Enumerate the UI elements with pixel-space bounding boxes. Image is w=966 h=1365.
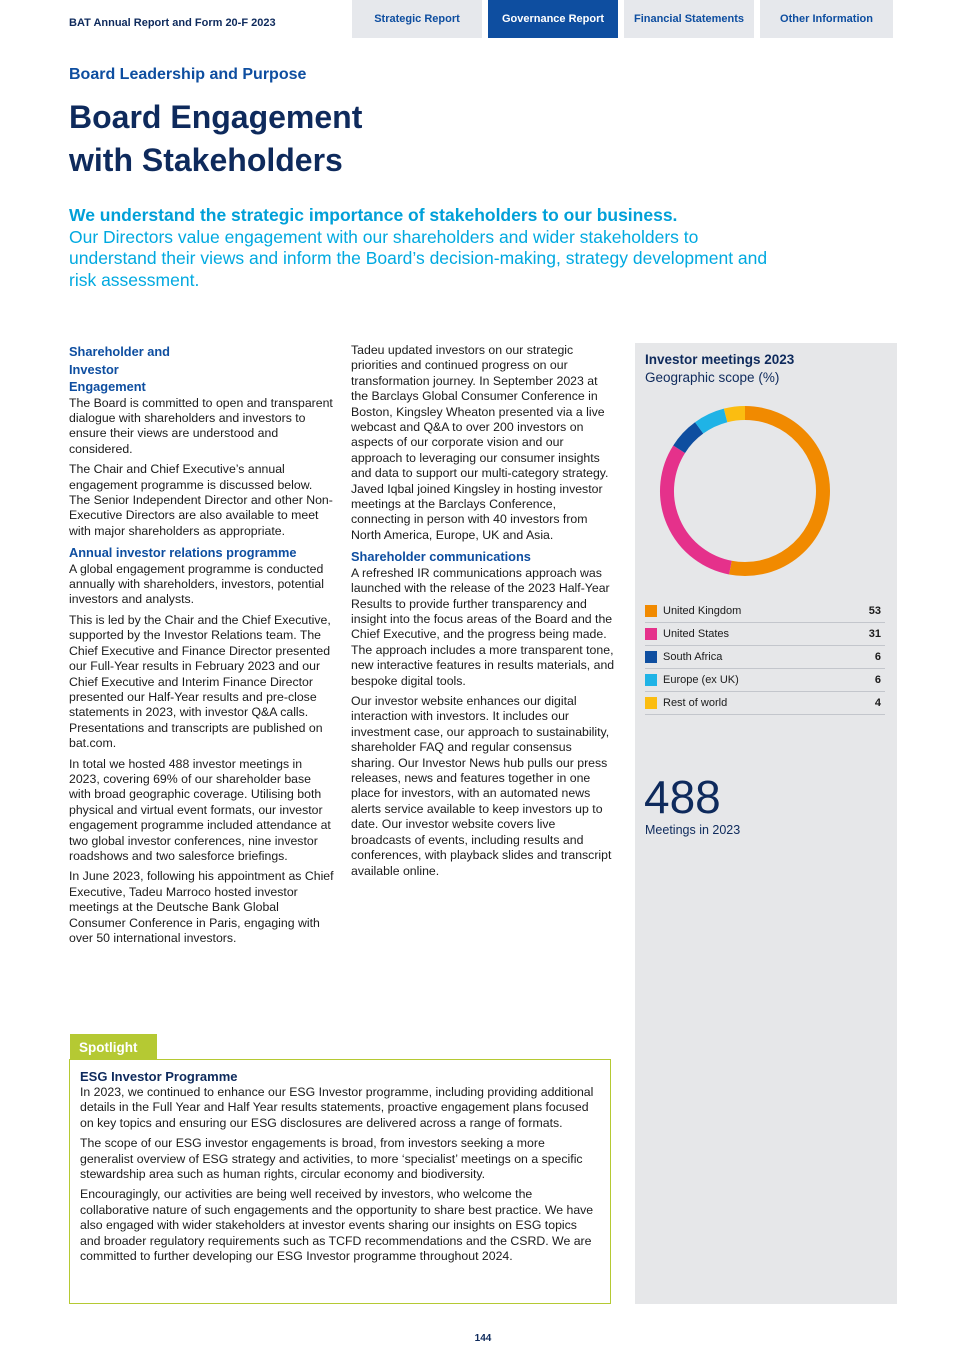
legend-value: 4 [874,697,881,709]
legend-item-united-states [645,623,885,646]
legend-item-rest-of-world [645,692,885,715]
legend-label: Europe (ex UK) [663,674,739,686]
legend-swatch [645,628,657,640]
donut-slice-europe-ex-uk [699,415,725,427]
legend-value: 6 [874,651,881,663]
heading-annual-ir-programme: Annual investor relations programme [69,545,297,561]
paragraph: Our investor website enhances our digital interaction with investors. It includes our investment case, our approach to sustainability, shareholder FAQ and regular consensus sharing. Our Investor News hub pulls our press releases, news and features together in one place for investors, with an automated news alerts service available to keep investors up to date. Our investor website covers live broadcasts of events, including results and conferences, with playback slides and transcript available online. [351,694,612,878]
legend-label: Rest of world [663,697,728,709]
paragraph: In June 2023, following his appointment as Chief Executive, Tadeu Marroco hosted investor meetings at the Deutsche Bank Global Consumer Conference in Paris, engaging with over 50 international investors. [69,869,334,945]
spotlight-heading: ESG Investor Programme [80,1069,238,1084]
legend-value: 53 [868,605,881,617]
paragraph: A refreshed IR communications approach was launched with the release of the 2023 Half-Year Results to provide further transparency and insight into the focus areas of the Board and the Chief Executive, and the progress being made. The approach includes a more transparent tone, new interactive features in results materials, and bespoke digital tools. [351,565,615,688]
paragraph: The scope of our ESG investor engagements is broad, from investors seeking a more generalist overview of ESG strategy and activities, to more ‘specialist’ meetings on a specific stewardship area such as human rights, circular economy and biodiversity. [80,1136,583,1182]
spotlight-box [69,1059,611,1304]
legend-label: United Kingdom [663,605,742,617]
section-label: Board Leadership and Purpose [69,66,307,83]
donut-slice-united-states [667,449,730,567]
paragraph: The Board is committed to open and transparent dialogue with shareholders and investors to ensure their views are understood and considered. [69,395,333,456]
intro-statement [69,205,769,291]
legend-value: 6 [874,674,881,686]
legend-label: South Africa [663,651,723,663]
page-number: 144 [474,1333,492,1344]
tab-strategic-report[interactable]: Strategic Report [352,0,482,38]
donut-slice-united-kingdom [730,413,823,569]
geographic-scope-donut-chart [659,405,831,577]
legend-swatch [645,651,657,663]
spotlight-tag: Spotlight [70,1034,157,1060]
chart-legend [645,600,885,715]
paragraph: The Chair and Chief Executive’s annual engagement programme is discussed below. The Senior Independent Director and other Non-Executive Directors are also available to meet with major shareholders as appropriate. [69,462,333,538]
page-title [69,96,489,182]
legend-item-south-africa [645,646,885,669]
intro-lead: We understand the strategic importance of stakeholders to our business. [69,205,678,225]
legend-label: United States [663,628,730,640]
legend-item-united-kingdom [645,600,885,623]
tab-financial-statements[interactable]: Financial Statements [624,0,754,38]
legend-swatch [645,674,657,686]
heading-shareholder-communications: Shareholder communications [351,549,531,565]
text-column-2 [351,343,617,884]
legend-swatch [645,605,657,617]
legend-value: 31 [868,628,881,640]
page-title-line-1: Board Engagement [69,99,363,135]
total-meetings-number: 488 [644,771,721,823]
legend-item-europe-ex-uk [645,669,885,692]
paragraph: Encouragingly, our activities are being well received by investors, who welcome the collaborative nature of such engagements and the opportunity to share best practice. We have also engaged with wider stakeholders at investor events sharing our insights on ESG topics and broader regulatory requirements such as TCFD recommendations and the CSRD. We are committed to further developing our ESG Investor programme throughout 2024. [80,1187,594,1264]
chart-title: Investor meetings 2023 [645,352,795,367]
paragraph: Tadeu updated investors on our strategic priorities and continued progress on our transformation journey. In September 2023 at the Barclays Global Consumer Conference in Boston, Kingsley Wheaton presented via a live webcast and Q&A to over 200 investors on aspects of our corporate vision and our approach to leveraging our consumer insights and data to support our multi-category strategy. Javed Iqbal joined Kingsley in hosting investor meetings at the Barclays Conference, connecting in person with 40 investors from North America, Europe, UK and Asia. [351,343,609,542]
investor-meetings-panel [635,343,897,1304]
total-meetings-caption: Meetings in 2023 [645,823,741,837]
section-tabs [352,0,893,38]
paragraph: This is led by the Chair and the Chief Executive, supported by the Investor Relations team. The Chief Executive and Finance Director presented our Full-Year results in February 2023 and our Chief Executive and Interim Finance Director presented our Half-Year results and pre-close statements in 2023, with investor Q&A calls. Presentations and transcripts are published on bat.com. [69,612,331,751]
chart-subtitle: Geographic scope (%) [645,370,780,385]
text-column-1 [69,343,335,951]
heading-shareholder-engagement: Shareholder and Investor Engagement [69,344,170,394]
paragraph: In 2023, we continued to enhance our ESG Investor programme, including providing additional details in the Full Year and Half Year results statements, proactive engagement plans focused on key topics and ensuring our ESG disclosures are delivered across a range of formats. [80,1085,594,1130]
paragraph: In total we hosted 488 investor meetings in 2023, covering 69% of our shareholder base with broad geographic coverage. Utilising both physical and virtual event formats, our investor engagement programme included attendance at two global investor conferences, nine investor roadshows and two salesforce briefings. [69,756,331,863]
page-title-line-2: with Stakeholders [69,142,343,178]
paragraph: A global engagement programme is conducted annually with shareholders, investors, potential investors and analysts. [69,561,324,607]
tab-other-information[interactable]: Other Information [760,0,893,38]
donut-slice-south-africa [679,428,699,449]
legend-swatch [645,697,657,709]
document-title: BAT Annual Report and Form 20-F 2023 [69,17,276,29]
donut-slice-rest-of-world [726,413,745,415]
tab-governance-report[interactable]: Governance Report [488,0,618,38]
intro-body: Our Directors value engagement with our shareholders and wider stakeholders to understand their views and inform the Board’s decision-making, strategy development and risk assessment. [69,226,768,290]
